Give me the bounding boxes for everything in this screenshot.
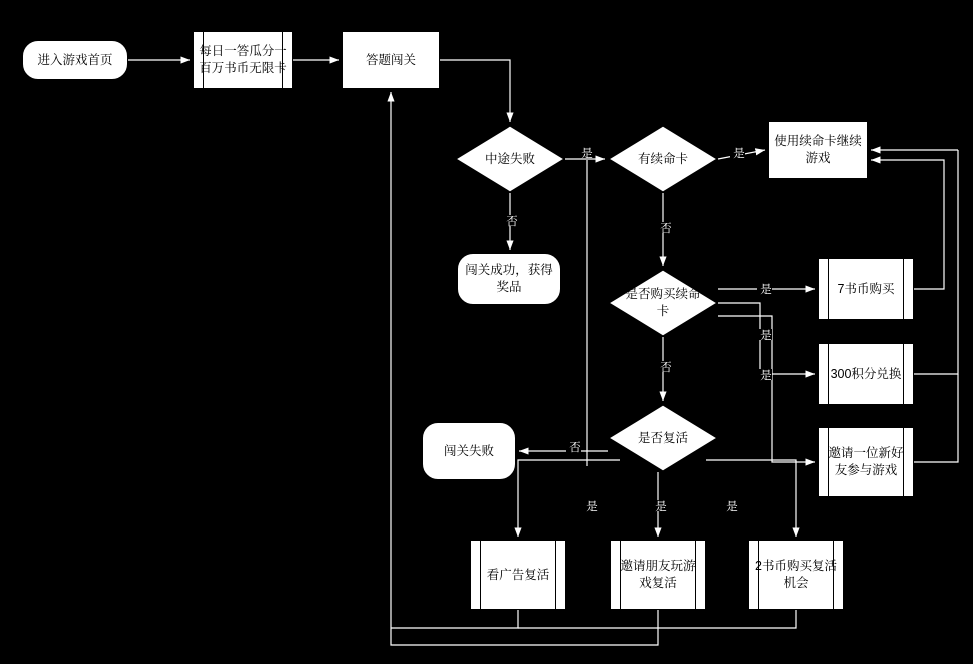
edge-revive-coin2 [706, 460, 796, 537]
node-use-revive-card[interactable] [768, 121, 868, 179]
node-invite-friend-revive[interactable] [610, 540, 706, 610]
node-label: 是否购买续命卡 [625, 287, 701, 318]
node-label: 有续命卡 [637, 151, 688, 166]
node-midway-fail[interactable] [455, 125, 565, 193]
edge-label: 是 [759, 369, 771, 380]
node-label: 7书币购买 [837, 281, 895, 296]
node-label: 看广告复活 [486, 567, 550, 582]
node-has-revive-card[interactable] [608, 125, 718, 193]
edge-label: 是 [725, 500, 737, 511]
edge-label: 是 [585, 500, 597, 511]
node-label: 闯关失败 [443, 443, 494, 458]
node-watch-ad-revive[interactable] [470, 540, 566, 610]
edge-label: 否 [568, 441, 580, 452]
node-buy-revive-card[interactable] [608, 269, 718, 337]
edge-ad-bottom [391, 610, 518, 628]
node-buy-7-coins[interactable] [818, 258, 914, 320]
node-revive-decision[interactable] [608, 404, 718, 472]
edge-label: 否 [659, 222, 671, 233]
node-invite-new-friend[interactable] [818, 427, 914, 497]
node-label: 使用续命卡继续游戏 [774, 134, 862, 165]
edge-label: 是 [580, 147, 592, 158]
node-start[interactable] [22, 40, 128, 80]
node-label: 邀请一位新好友参与游戏 [828, 446, 904, 477]
node-label: 邀请朋友玩游戏复活 [620, 559, 696, 590]
edge-invitefriend-bottom [391, 610, 658, 645]
node-label: 中途失败 [484, 151, 535, 166]
edge-label: 否 [505, 215, 517, 226]
edge-points300-up [914, 150, 958, 374]
edge-coin2-bottom [518, 610, 796, 628]
node-label: 答题闯关 [365, 52, 416, 67]
node-label: 300积分兑换 [830, 366, 902, 381]
node-label: 是否复活 [637, 430, 688, 445]
edge-label: 是 [759, 329, 771, 340]
node-label: 闯关成功，获得奖品 [465, 263, 553, 294]
node-fail[interactable] [422, 422, 516, 480]
node-win[interactable] [457, 253, 561, 305]
edge-label: 是 [732, 147, 744, 158]
node-label: 进入游戏首页 [37, 52, 113, 67]
node-buy-2-coins-revive[interactable] [748, 540, 844, 610]
node-label: 每日一答瓜分一百万书币无限卡 [199, 44, 287, 75]
edge-label: 是 [654, 500, 666, 511]
node-label: 2书币购买复活机会 [755, 559, 837, 590]
node-exchange-300-points[interactable] [818, 343, 914, 405]
edge-label: 是 [759, 283, 771, 294]
edge-revive-ad [518, 460, 620, 537]
edge-invite1-up [914, 374, 958, 462]
node-daily-quiz[interactable] [193, 31, 293, 89]
node-quiz[interactable] [342, 31, 440, 89]
edge-quiz-midfail [440, 60, 510, 122]
edge-label: 否 [659, 361, 671, 372]
